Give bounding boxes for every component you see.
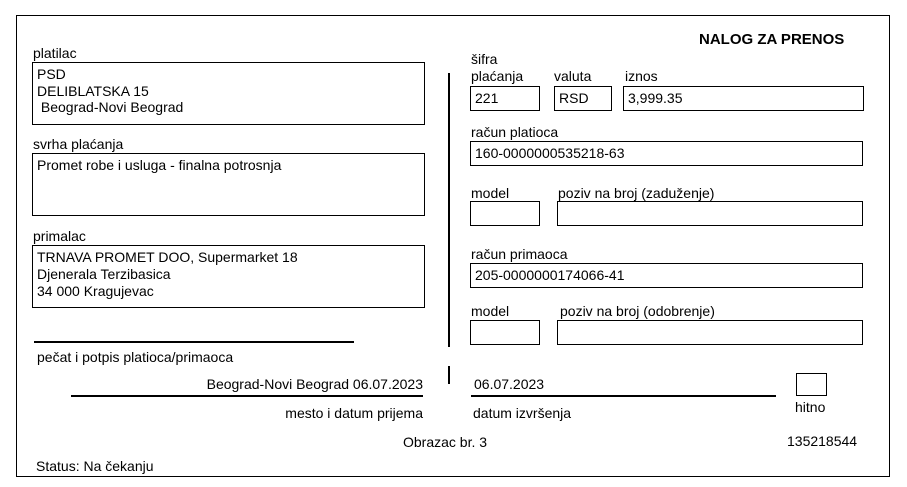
place-date-value: Beograd-Novi Beograd 06.07.2023 [206, 376, 423, 392]
recipient-line: 34 000 Kragujevac [37, 283, 154, 299]
reference-debit-label: poziv na broj (zaduženje) [558, 185, 715, 201]
payment-code-value: 221 [475, 90, 499, 106]
payer-line: PSD [37, 66, 66, 82]
column-divider-lower [448, 366, 450, 384]
payer-account-label: račun platioca [471, 124, 559, 140]
recipient-account-field[interactable] [470, 263, 863, 288]
payer-account-field[interactable] [470, 141, 863, 166]
urgent-checkbox[interactable] [796, 373, 827, 396]
form-number-label: Obrazac br. 3 [403, 434, 488, 450]
currency-label: valuta [554, 68, 592, 84]
model-field-2[interactable] [470, 320, 540, 345]
purpose-box[interactable] [32, 153, 425, 216]
place-date-label: mesto i datum prijema [285, 405, 423, 421]
recipient-label: primalac [33, 228, 86, 244]
signature-line [34, 341, 354, 343]
payer-label: platilac [33, 45, 77, 61]
payer-account-value: 160-0000000535218-63 [475, 145, 625, 161]
status-text: Status: Na čekanju [36, 458, 154, 474]
recipient-line: TRNAVA PROMET DOO, Supermarket 18 [37, 249, 298, 265]
code-label-2: plaćanja [471, 68, 524, 84]
urgent-label: hitno [795, 399, 826, 415]
currency-value: RSD [559, 90, 589, 106]
currency-field[interactable] [554, 86, 612, 111]
reference-debit-field[interactable] [557, 201, 863, 226]
reference-credit-field[interactable] [557, 320, 863, 345]
execution-date-label: datum izvršenja [473, 405, 572, 421]
recipient-box[interactable] [32, 245, 425, 308]
reference-credit-label: poziv na broj (odobrenje) [560, 303, 715, 319]
execution-date-line [471, 395, 776, 397]
form-title: NALOG ZA PRENOS [699, 31, 845, 48]
model-label-1: model [471, 185, 510, 201]
signature-label: pečat i potpis platioca/primaoca [37, 349, 234, 365]
model-field-1[interactable] [470, 201, 540, 226]
place-date-line [71, 395, 423, 397]
amount-value: 3,999.35 [628, 90, 683, 106]
payment-code-field[interactable] [470, 86, 540, 111]
payment-order-form [16, 15, 890, 477]
code-label-1: šifra [471, 51, 498, 67]
model-label-2: model [471, 303, 510, 319]
payer-line: DELIBLATSKA 15 [37, 82, 149, 99]
execution-date-value: 06.07.2023 [474, 376, 545, 392]
amount-field[interactable] [623, 86, 864, 111]
purpose-label: svrha plaćanja [33, 136, 124, 152]
recipient-account-value: 205-0000000174066-41 [475, 267, 625, 283]
column-divider [448, 73, 450, 347]
amount-label: iznos [625, 68, 658, 84]
payer-line: Beograd-Novi Beograd [37, 99, 184, 115]
payer-box[interactable] [32, 62, 425, 125]
recipient-account-label: račun primaoca [471, 246, 568, 262]
purpose-value: Promet robe i usluga - finalna potrosnja [37, 157, 282, 173]
order-number: 135218544 [787, 433, 858, 449]
recipient-line: Djenerala Terzibasica [37, 266, 171, 282]
